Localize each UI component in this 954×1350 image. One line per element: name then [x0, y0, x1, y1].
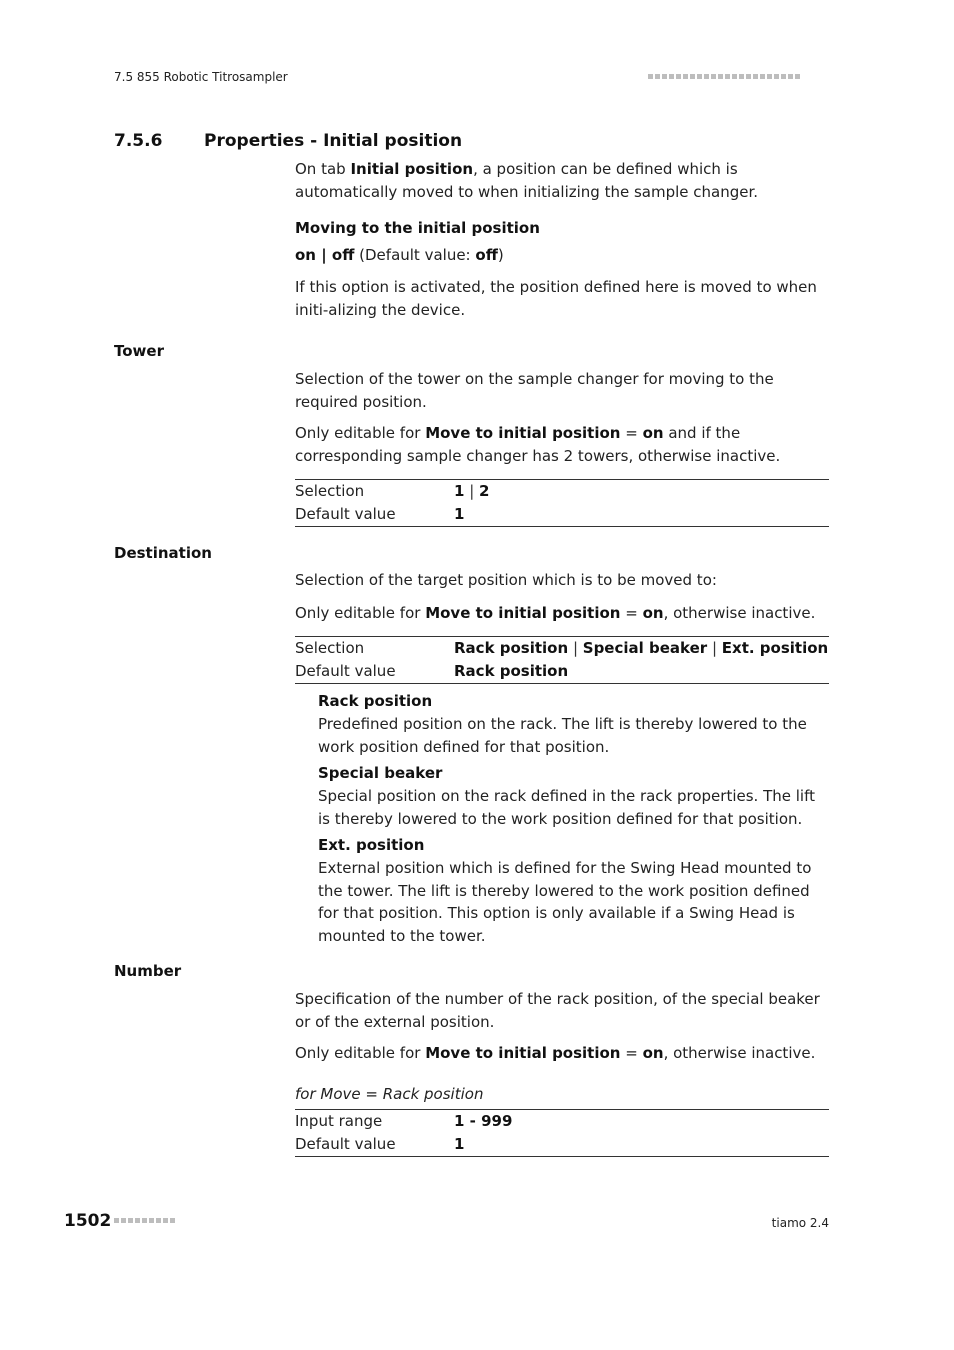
destination-editable-note: Only editable for Move to initial position = on, otherwise inactive. [295, 604, 816, 622]
table-value: 1 [454, 1135, 465, 1153]
section-title: Properties - Initial position [204, 131, 463, 151]
number-table [295, 1109, 829, 1157]
table-key: Default value [295, 1135, 396, 1153]
intro-paragraph: On tab Initial position, a position can be defined which is automatically moved to when initializing the sample changer. [295, 160, 759, 201]
product-version: tiamo 2.4 [771, 1216, 829, 1230]
tower-table [295, 479, 829, 527]
destination-description: Selection of the target position which is to be moved to: [295, 571, 717, 589]
moving-heading: Moving to the initial position [295, 219, 540, 237]
option-title: Rack position [318, 692, 433, 710]
table-key: Default value [295, 505, 396, 523]
table-key: Selection [295, 639, 365, 657]
running-header: 7.5 855 Robotic Titrosampler [114, 70, 288, 84]
moving-description: If this option is activated, the position defined here is moved to when initi-alizing the device. [295, 278, 817, 319]
number-editable-note: Only editable for Move to initial position = on, otherwise inactive. [295, 1044, 816, 1062]
option-text: External position which is defined for the Swing Head mounted to the tower. The lift is thereby lowered to the work position defined for that position. This option is only available if a Swing Head is mounted to the tower. [318, 859, 812, 945]
table-key: Input range [295, 1112, 383, 1130]
number-description: Specification of the number of the rack position, of the special beaker or of the external position. [295, 990, 820, 1031]
table-value: 1 [454, 505, 465, 523]
footer-decoration-dots [114, 1218, 175, 1223]
option-title: Ext. position [318, 836, 425, 854]
option-title: Special beaker [318, 764, 443, 782]
section-number: 7.5.6 [114, 131, 163, 151]
tower-label: Tower [114, 342, 164, 360]
destination-label: Destination [114, 544, 212, 562]
page-number: 1502 [64, 1211, 112, 1231]
tower-editable-note: Only editable for Move to initial position = on and if the corresponding sample changer has 2 towers, otherwise inactive. [295, 424, 781, 465]
option-text: Special position on the rack defined in the rack properties. The lift is thereby lowered to the work position defined for that position. [318, 787, 815, 828]
header-decoration-dots [648, 74, 800, 79]
number-label: Number [114, 962, 182, 980]
table-row [295, 480, 829, 504]
table-key: Default value [295, 662, 396, 680]
table-row [295, 1110, 829, 1134]
table-value: Rack position [454, 662, 569, 680]
table-row [295, 1133, 829, 1157]
table-value: 1 | 2 [454, 482, 490, 500]
table-row [295, 660, 829, 684]
section-heading [114, 131, 462, 151]
tower-description: Selection of the tower on the sample changer for moving to the required position. [295, 370, 774, 411]
option-text: Predefined position on the rack. The lift is thereby lowered to the work position defined for that position. [318, 715, 807, 756]
destination-table [295, 636, 829, 684]
table-row [295, 503, 829, 527]
moving-values: on | off (Default value: off) [295, 246, 504, 264]
table-value: Rack position | Special beaker | Ext. position [454, 639, 829, 657]
table-row [295, 637, 829, 661]
table-value: 1 - 999 [454, 1112, 513, 1130]
table-caption: for Move = Rack position [295, 1085, 484, 1103]
table-key: Selection [295, 482, 365, 500]
